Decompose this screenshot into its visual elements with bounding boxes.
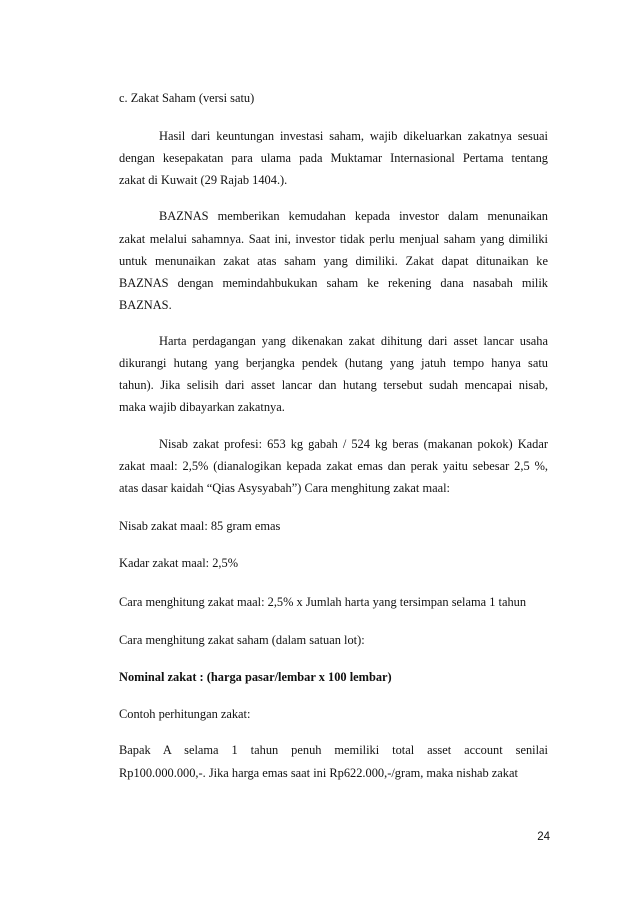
paragraph-2-line-3: untuk menunaikan zakat atas saham yang dimiliki. Zakat dapat ditunaikan ke [119, 254, 548, 268]
paragraph-3-line-4: maka wajib dibayarkan zakatnya. [119, 400, 285, 414]
section-heading: c. Zakat Saham (versi satu) [119, 91, 255, 105]
paragraph-1-line-1: Hasil dari keuntungan investasi saham, wajib dikeluarkan zakatnya sesuai [159, 129, 548, 143]
paragraph-4-line-1: Nisab zakat profesi: 653 kg gabah / 524 kg beras (makanan pokok) Kadar [159, 437, 548, 451]
paragraph-2-line-1: BAZNAS memberikan kemudahan kepada investor dalam menunaikan [159, 209, 548, 223]
paragraph-1-line-2: dengan kesepakatan para ulama pada Muktamar Internasional Pertama tentang [119, 151, 548, 165]
paragraph-2-line-5: BAZNAS. [119, 298, 172, 312]
paragraph-2-line-2: zakat melalui sahamnya. Saat ini, investor tidak perlu menjual saham yang dimiliki [119, 232, 548, 246]
paragraph-3-line-3: tahun). Jika selisih dari asset lancar dan hutang tersebut sudah mencapai nisab, [119, 378, 548, 392]
paragraph-3-line-2: dikurangi hutang yang berjangka pendek (hutang yang jatuh tempo hanya satu [119, 356, 548, 370]
paragraph-3-line-1: Harta perdagangan yang dikenakan zakat dihitung dari asset lancar usaha [159, 334, 548, 348]
contoh-line: Contoh perhitungan zakat: [119, 707, 251, 721]
paragraph-1-line-3: zakat di Kuwait (29 Rajab 1404.). [119, 173, 288, 187]
page-number: 24 [537, 831, 550, 843]
paragraph-4-line-3: atas dasar kaidah “Qias Asysyabah”) Cara menghitung zakat maal: [119, 481, 450, 495]
paragraph-4-line-2: zakat maal: 2,5% (dianalogikan kepada zakat emas dan perak yaitu sebesar 2,5 %, [119, 459, 548, 473]
paragraph-5-line-2: Rp100.000.000,-. Jika harga emas saat ini Rp622.000,-/gram, maka nishab zakat [119, 766, 518, 780]
paragraph-2-line-4: BAZNAS dengan memindahbukukan saham ke rekening dana nasabah milik [119, 276, 548, 290]
cara-saham-line: Cara menghitung zakat saham (dalam satuan lot): [119, 633, 365, 647]
cara-maal-line: Cara menghitung zakat maal: 2,5% x Jumlah harta yang tersimpan selama 1 tahun [119, 595, 527, 609]
paragraph-5-line-1: Bapak A selama 1 tahun penuh memiliki total asset account senilai [119, 743, 548, 757]
nisab-line: Nisab zakat maal: 85 gram emas [119, 519, 281, 533]
kadar-line: Kadar zakat maal: 2,5% [119, 556, 239, 570]
nominal-zakat-line: Nominal zakat : (harga pasar/lembar x 100 lembar) [119, 670, 392, 684]
